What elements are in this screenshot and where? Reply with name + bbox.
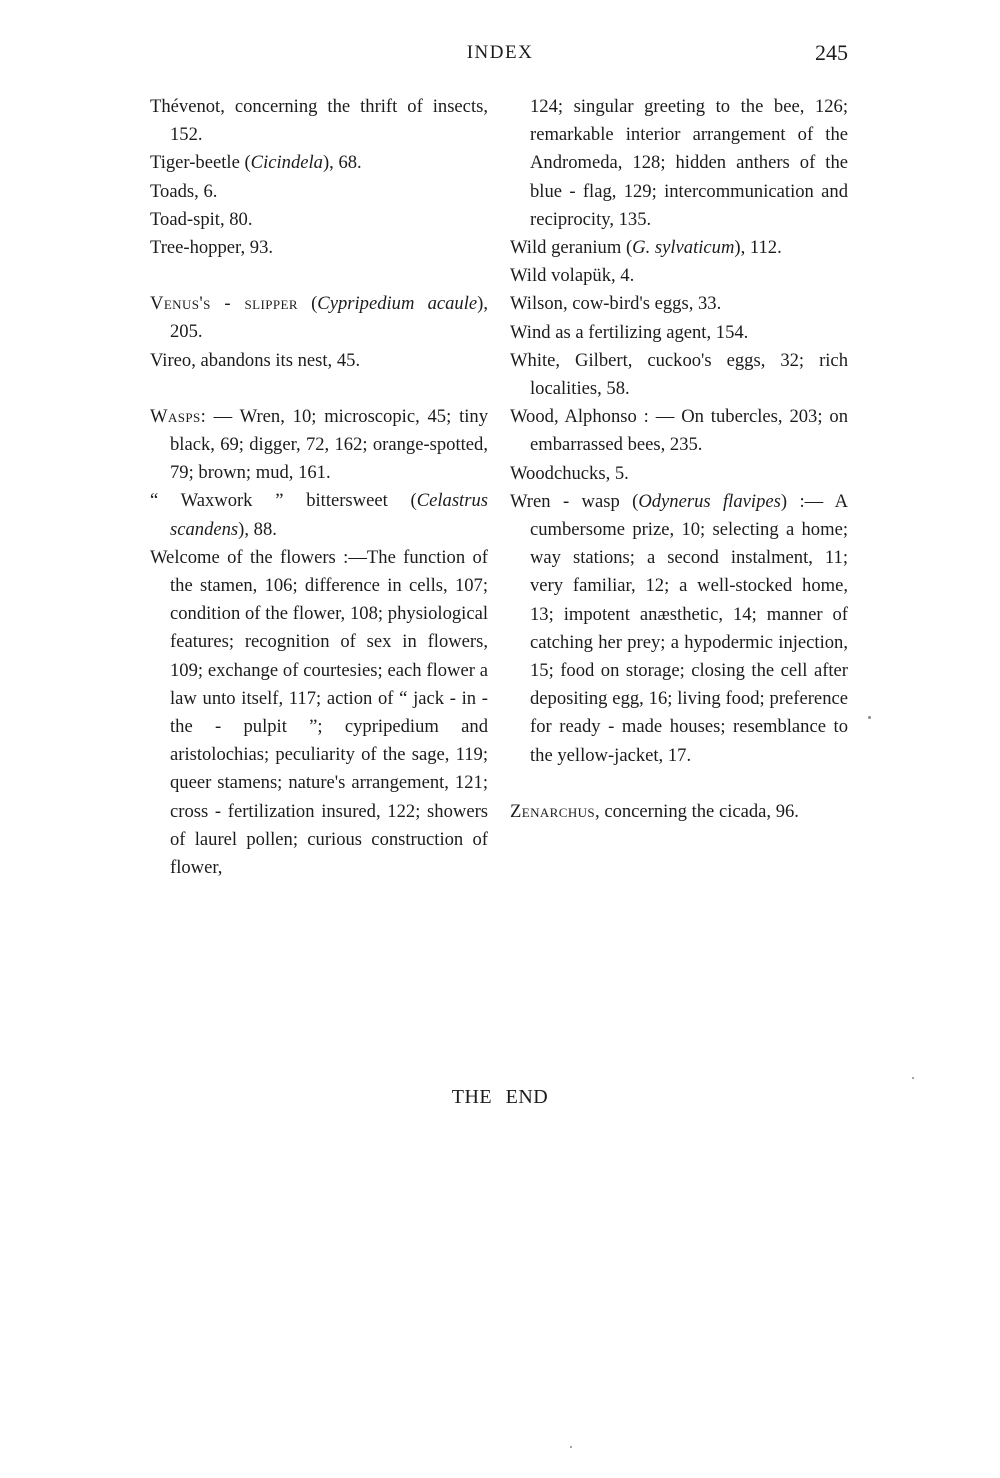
index-entry-zenarchus — [510, 798, 848, 826]
page-number: 245 — [815, 40, 848, 65]
index-entry-tiger-beetle — [150, 149, 488, 177]
entry-scientific-name: Celastrus scandens — [170, 490, 488, 540]
index-entry-toad-spit: Toad-spit, 80. — [150, 208, 253, 230]
ink-speck — [868, 716, 871, 719]
entry-scientific-name: G. sylvaticum — [632, 237, 735, 259]
index-entry-wind: Wind as a fertilizing agent, 154. — [510, 321, 749, 343]
index-entry-wood-alphonso: Wood, Alphonso : — On tubercles, 203; on embarrassed bees, 235. — [510, 406, 848, 456]
entry-scientific-name: Cypripedium acaule — [317, 293, 478, 315]
entry-text: ), 88. — [238, 518, 277, 540]
entry-head: Thévenot — [150, 96, 221, 117]
index-entry-wilson: Wilson, cow-bird's eggs, 33. — [510, 293, 722, 315]
entry-head: Venus's - slipper — [150, 293, 298, 315]
entry-text: ( — [297, 293, 318, 315]
index-entry-welcome-of-flowers: Welcome of the flowers :—The function of the stamen, 106; difference in cells, 107; condition of the flower, 108; physiological features; recognition of sex in flowers, 109; exchange of courtesies; each flower a law unto itself, 117; action of “ jack - in - the - pulpit ”; cypripedium and aristolochias; peculiarity of the sage, 119; queer stamens; nature's arrangement, 121; cross - fertilization insured, 122; showers of laurel pollen; curious construction of flower, — [150, 546, 488, 879]
entry-body: , concerning the cicada, 96. — [595, 800, 799, 822]
entry-text: “ Waxwork ” bittersweet ( — [150, 490, 417, 512]
ink-speck — [570, 1446, 572, 1448]
index-entry-welcome-continued: 124; singular greeting to the bee, 126; remarkable interior arrangement of the Andromeda, 128; hidden anthers of the blue - flag, 129; intercommunication and reciprocity, 135. — [530, 96, 848, 230]
entry-text: ), 112. — [734, 237, 782, 259]
index-entry-waxwork — [150, 487, 488, 543]
index-entry-wasps — [150, 403, 488, 488]
index-entry-vireo: Vireo, abandons its nest, 45. — [150, 349, 361, 371]
running-title: INDEX — [466, 42, 534, 63]
index-entry-woodchucks: Woodchucks, 5. — [510, 462, 629, 484]
index-entry-toads: Toads, 6. — [150, 180, 218, 202]
the-end-text: THE END — [451, 1086, 549, 1108]
entry-text: Tiger-beetle ( — [150, 152, 251, 174]
index-column-left — [150, 93, 488, 882]
entry-body: , concerning the thrift of insects, 152. — [170, 96, 488, 146]
entry-scientific-name: Odynerus flavipes — [638, 490, 781, 512]
index-entry-wren-wasp — [510, 488, 848, 770]
entry-body: ) :— A cumbersome prize, 10; selecting a home; way stations; a second instalment, 11; very familiar, 12; a well-stocked home, 13; impotent anæsthetic, 14; manner of catching her prey; a hypodermic injection, 15; food on storage; closing the cell after depositing egg, 16; living food; preference for ready - made houses; resemblance to the yellow-jacket, 17. — [530, 490, 848, 766]
index-entry-thevenot — [150, 93, 488, 149]
index-entry-wild-geranium — [510, 234, 848, 262]
entry-head: Zenarchus — [510, 800, 596, 822]
index-entry-wild-volapuk: Wild volapük, 4. — [510, 265, 635, 287]
index-entry-white-gilbert: White, Gilbert, cuckoo's eggs, 32; rich localities, 58. — [510, 349, 848, 400]
entry-body: : — Wren, 10; microscopic, 45; tiny black, 69; digger, 72, 162; orange-spotted, 79; brown; mud, 161. — [170, 405, 488, 484]
entry-text: ), 68. — [322, 152, 362, 174]
index-column-right — [510, 93, 848, 826]
entry-head: Wasps — [150, 405, 201, 427]
entry-text: ), 205. — [170, 293, 488, 343]
index-entry-venus-slipper — [150, 290, 488, 346]
ink-speck — [912, 1077, 914, 1079]
index-entry-tree-hopper: Tree-hopper, 93. — [150, 237, 274, 259]
entry-scientific-name: Cicindela — [250, 152, 323, 174]
entry-text: Wild geranium ( — [510, 237, 633, 259]
entry-text: Wren - wasp ( — [510, 490, 639, 512]
